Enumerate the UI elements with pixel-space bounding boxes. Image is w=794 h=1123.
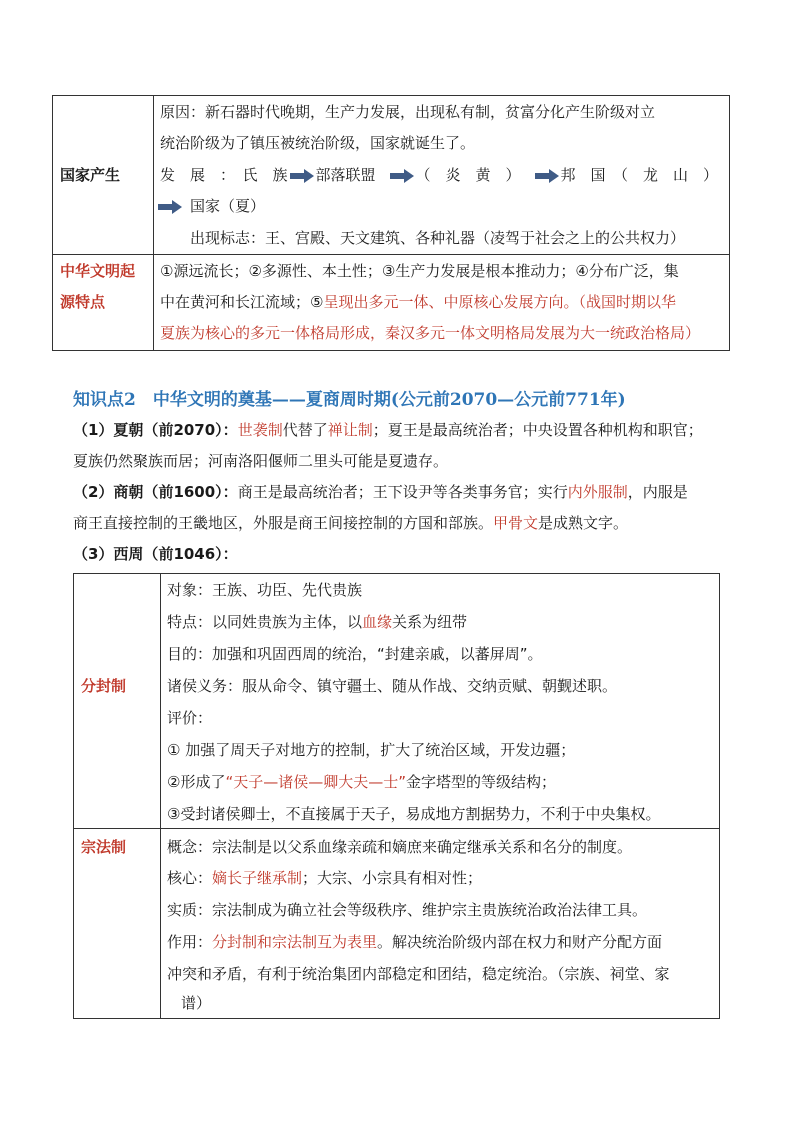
- highlight-term: 血缘: [362, 613, 393, 631]
- section-period: (公元前2070—公元前771年): [390, 390, 626, 410]
- shang-text: 是成熟文字。: [538, 514, 629, 532]
- zongfa-text: ；大宗、小宗具有相对性；: [302, 869, 483, 887]
- shang-text: 商王是最高统治者；王下设尹等各类事务官；实行: [237, 483, 568, 501]
- section-heading: [73, 385, 626, 410]
- cause-line: 原因：新石器时代晚期，生产力发展，出现私有制，贫富分化产生阶级对立: [160, 103, 656, 121]
- shang-text: 商王直接控制的王畿地区，外服是商王间接控制的方国和部族。: [73, 514, 494, 532]
- development-line: [160, 166, 718, 184]
- fengjian-line: [167, 613, 467, 631]
- zongfa-line: [167, 933, 662, 951]
- highlight-term: 分封制和宗法制互为表里: [212, 933, 378, 951]
- zongfa-line: [167, 869, 482, 887]
- table-zhou-systems: [73, 573, 720, 1019]
- development-stage: 邦 国 （ 龙 山 ）: [560, 166, 719, 184]
- zongfa-line: 实质：宗法制成为确立社会等级秩序、维护宗主贵族统治政治法律工具。: [167, 901, 648, 919]
- zongfa-line: 谱）: [181, 994, 212, 1012]
- row-label-civilization-features-2: 源特点: [60, 293, 106, 311]
- development-prefix: 发 展 ： 氏 族: [160, 166, 288, 184]
- zongfa-line: 冲突和矛盾，有利于统治集团内部稳定和团结，稳定统治。（宗族、祠堂、家: [167, 965, 670, 983]
- development-stage: （ 炎 黄 ）: [415, 166, 521, 184]
- table-cell-label: [74, 574, 161, 829]
- arrow-right-icon: [290, 169, 314, 183]
- fengjian-line: [167, 773, 556, 791]
- feature-line: ①源远流长；②多源性、本土性；③生产力发展是根本推动力；④分布广泛，集: [160, 262, 679, 280]
- fengjian-line: 对象：王族、功臣、先代贵族: [167, 581, 363, 599]
- fengjian-line: 诸侯义务：服从命令、镇守疆土、随从作战、交纳贡赋、朝觐述职。: [167, 677, 618, 695]
- highlight-term: 世袭制: [237, 421, 283, 439]
- section-title: 知识点2 中华文明的奠基——夏商周时期: [73, 390, 391, 410]
- feature-line-2: [160, 293, 676, 311]
- cause-line-2: 统治阶级为了镇压被统治阶级，国家就诞生了。: [160, 134, 476, 152]
- xia-text: 代替了: [282, 421, 328, 439]
- feature-highlight: 呈现出多元一体、中原核心发展方向。（战国时期以华: [323, 293, 676, 311]
- highlight-term: 嫡长子继承制: [212, 869, 303, 887]
- development-stage: 国家（夏）: [190, 197, 266, 215]
- zongfa-text: 。解决统治阶级内部在权力和财产分配方面: [377, 933, 663, 951]
- fengjian-text: 关系为纽带: [392, 613, 468, 631]
- zongfa-text: 核心：: [167, 869, 213, 887]
- zongfa-line: 概念：宗法制是以父系血缘亲疏和嫡庶来确定继承关系和名分的制度。: [167, 838, 633, 856]
- fengjian-line: ① 加强了周天子对地方的控制，扩大了统治区域，开发边疆；: [167, 741, 576, 759]
- fengjian-text: ②形成了: [167, 773, 226, 791]
- xia-line-2: 夏族仍然聚族而居；河南洛阳偃师二里头可能是夏遗存。: [73, 452, 449, 470]
- zhou-label: （3）西周（前1046）：: [73, 545, 238, 563]
- xia-label: （1）夏朝（前2070）：: [73, 421, 238, 439]
- development-stage: 部落联盟: [315, 166, 376, 184]
- row-label-state-origin: 国家产生: [60, 166, 121, 184]
- feature-line-3: 夏族为核心的多元一体格局形成，秦汉多元一体文明格局发展为大一统政治格局）: [160, 324, 701, 342]
- table-cell-content: [161, 829, 720, 1019]
- zongfa-text: 作用：: [167, 933, 213, 951]
- row-label-zongfa: 宗法制: [81, 838, 127, 856]
- fengjian-line: 目的：加强和巩固西周的统治，“封建亲戚，以蕃屏周”。: [167, 645, 543, 663]
- development-line-2: [156, 197, 265, 215]
- emergence-signs: 出现标志：王、宫殿、天文建筑、各种礼器（凌驾于社会之上的公共权力）: [190, 229, 686, 247]
- shang-text: ，内服是: [627, 483, 688, 501]
- row-label-fengjian: 分封制: [81, 677, 127, 695]
- highlight-term: 内外服制: [567, 483, 628, 501]
- feature-text: 中在黄河和长江流域；⑤: [160, 293, 324, 311]
- row-label-civilization-features: 中华文明起: [60, 262, 136, 280]
- highlight-term: “天子—诸侯—卿大夫—士”: [225, 773, 406, 791]
- shang-line-2: [73, 514, 628, 532]
- table-cell-label: [74, 829, 161, 1019]
- shang-label: （2）商朝（前1600）：: [73, 483, 238, 501]
- arrow-right-icon: [390, 169, 414, 183]
- highlight-term: 甲骨文: [493, 514, 539, 532]
- fengjian-line: 评价：: [167, 709, 213, 727]
- fengjian-line: ③受封诸侯卿士，不直接属于天子，易成地方割据势力，不利于中央集权。: [167, 805, 661, 823]
- arrow-right-icon: [535, 169, 559, 183]
- shang-line: [73, 483, 688, 501]
- xia-line: [73, 421, 703, 439]
- fengjian-text: 特点：以同姓贵族为主体，以: [167, 613, 363, 631]
- fengjian-text: 金字塔型的等级结构；: [406, 773, 557, 791]
- xia-text: ；夏王是最高统治者；中央设置各种机构和职官；: [372, 421, 703, 439]
- highlight-term: 禅让制: [327, 421, 373, 439]
- arrow-right-icon: [158, 200, 182, 214]
